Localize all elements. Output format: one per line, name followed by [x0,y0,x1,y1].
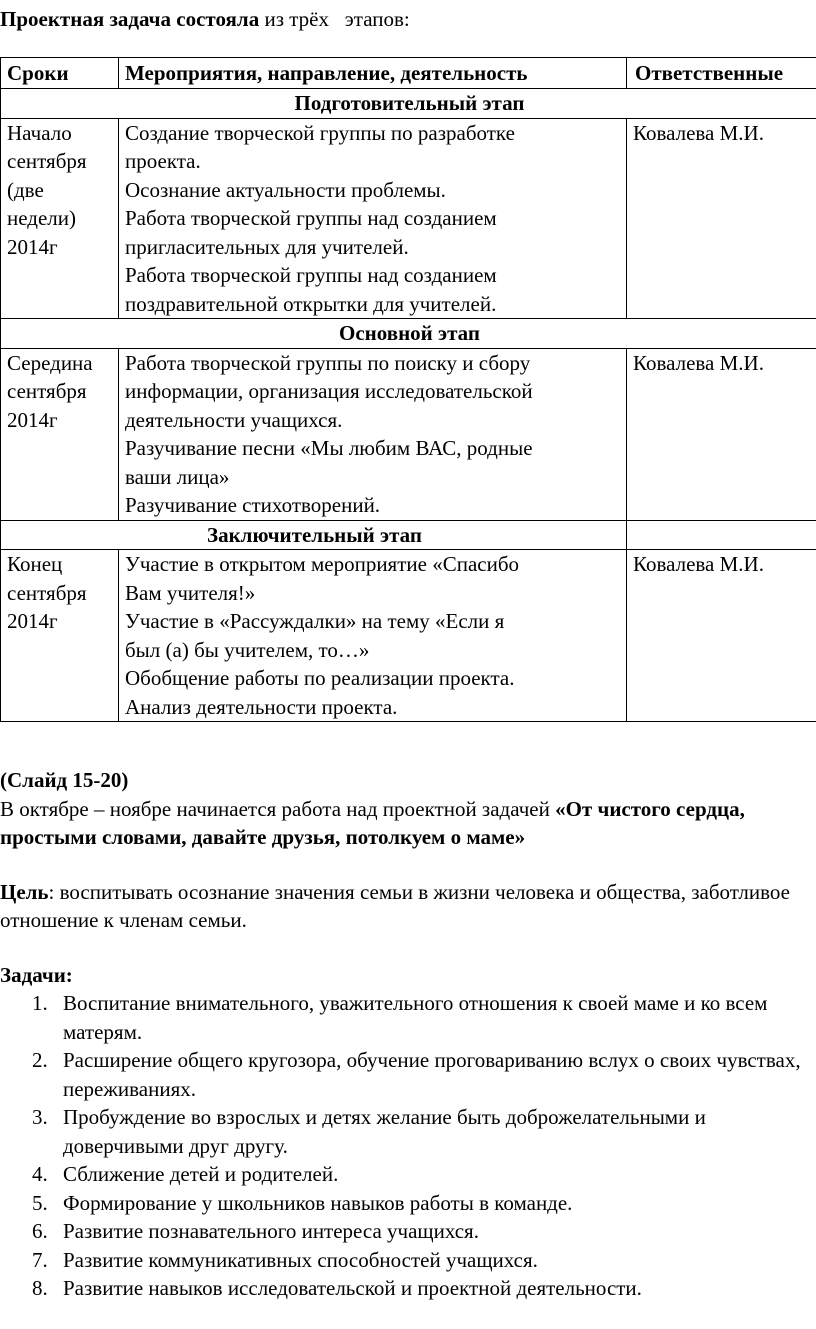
activity-line: Обобщение работы по реализации проекта. [125,666,515,690]
stage-title-row [1,319,816,349]
period-line: сентября [7,149,87,173]
list-text: Расширение общего кругозора, обучение проговариванию вслух о своих чувствах, переживаниях. [63,1048,801,1101]
period-cell [1,550,119,722]
stage-title: Подготовительный этап [1,89,816,119]
spacer [0,852,816,878]
project-title: «От чистого сердца, простыми словами, давайте друзья, потолкуем о маме» [0,796,745,849]
period-line: 2014г [7,609,58,633]
period-line: Конец [7,552,63,576]
activity-line: Работа творческой группы над созданием [125,206,497,230]
period-line: (две [7,177,44,202]
list-item [0,1274,816,1303]
activity-line: Осознание актуальности проблемы. [125,177,446,202]
period-line: Начало [7,120,72,145]
period-cell [1,348,119,520]
list-text: Пробуждение во взрослых и детях желание быть доброжелательными и доверчивыми друг другу. [63,1105,706,1158]
list-number: 1. [32,991,48,1015]
goal-paragraph [0,878,816,935]
period-line: 2014г [7,407,58,432]
list-item [0,1189,816,1218]
after-table-section [0,766,816,1303]
list-text: Воспитание внимательного, уважительного отношения к своей маме и ко всем матерям. [63,991,768,1044]
spacer [0,935,816,961]
period-line: Середина [7,350,93,375]
project-stages-table [0,57,816,722]
activity-line: поздравительной открытки для учителей. [125,291,497,316]
list-item [0,1046,816,1103]
activity-line: ваши лица» [125,464,230,489]
list-text: Развитие коммуникативных способностей учащихся. [63,1247,538,1272]
list-number: 2. [32,1048,48,1072]
goal-label: Цель [0,879,49,904]
activity-line: Разучивание стихотворений. [125,493,381,517]
activity-line: Участие в «Рассуждалки» на тему «Если я [125,609,505,633]
slide-reference: (Слайд 15-20) [0,768,129,792]
intro-bold: Проектная задача состояла [0,7,260,31]
activity-line: информации, организация исследовательской [125,379,533,403]
project-paragraph [0,795,816,852]
list-item [0,1103,816,1160]
list-item [0,1217,816,1246]
stage-title: Заключительный этап [1,520,627,550]
activity-line: проекта. [125,149,201,173]
header-period: Сроки [1,58,119,89]
period-line: сентября [7,379,87,403]
activity-line: Работа творческой группы по поиску и сбору [125,350,531,375]
stage-title: Основной этап [1,319,816,349]
list-number: 6. [32,1219,48,1243]
activity-line: Участие в открытом мероприятие «Спасибо [125,552,520,576]
responsible-cell: Ковалева М.И. [627,550,816,722]
period-cell [1,118,119,319]
responsible-cell: Ковалева М.И. [627,348,816,520]
activity-line: Анализ деятельности проекта. [125,694,398,719]
header-activities: Мероприятия, направление, деятельность [119,58,627,89]
period-line: сентября [7,580,87,605]
table-row [1,118,816,319]
period-line: недели) [7,206,76,230]
list-text: Формирование у школьников навыков работы в команде. [63,1190,573,1215]
activity-line: пригласительных для учителей. [125,234,409,259]
activity-line: Работа творческой группы над созданием [125,263,497,287]
list-number: 8. [32,1276,48,1300]
table-row [1,348,816,520]
activity-line: Создание творческой группы по разработке [125,120,515,145]
activity-line: был (а) бы учителем, то…» [125,637,370,662]
header-responsible: Ответственные [627,58,816,89]
empty-cell [627,520,816,550]
intro-rest: из трёх этапов: [259,7,410,31]
activity-line: Разучивание песни «Мы любим ВАС, родные [125,436,533,460]
list-number: 3. [32,1105,48,1129]
table-row [1,550,816,722]
activities-cell [119,118,627,319]
list-item [0,1246,816,1275]
table-header-row [1,58,816,89]
list-number: 7. [32,1247,48,1272]
list-text: Развитие познавательного интереса учащихся. [63,1219,479,1243]
intro-line [0,6,410,32]
activity-line: деятельности учащихся. [125,407,343,432]
tasks-label: Задачи: [0,962,73,987]
activities-cell [119,550,627,722]
list-text: Сближение детей и родителей. [63,1162,339,1186]
stage-title-row [1,520,816,550]
activity-line: Вам учителя!» [125,580,256,605]
list-text: Развитие навыков исследовательской и проектной деятельности. [63,1276,642,1300]
list-number: 5. [32,1190,48,1215]
activities-cell [119,348,627,520]
responsible-cell: Ковалева М.И. [627,118,816,319]
project-lead: В октябре – ноябре начинается работа над проектной задачей [0,796,556,821]
tasks-list [0,989,816,1303]
period-line: 2014г [7,234,58,259]
stage-title-row [1,89,816,119]
goal-text: : воспитывать осознание значения семьи в жизни человека и общества, заботливое отношение к членам семьи. [0,879,790,932]
list-number: 4. [32,1162,48,1186]
list-item [0,989,816,1046]
list-item [0,1160,816,1189]
